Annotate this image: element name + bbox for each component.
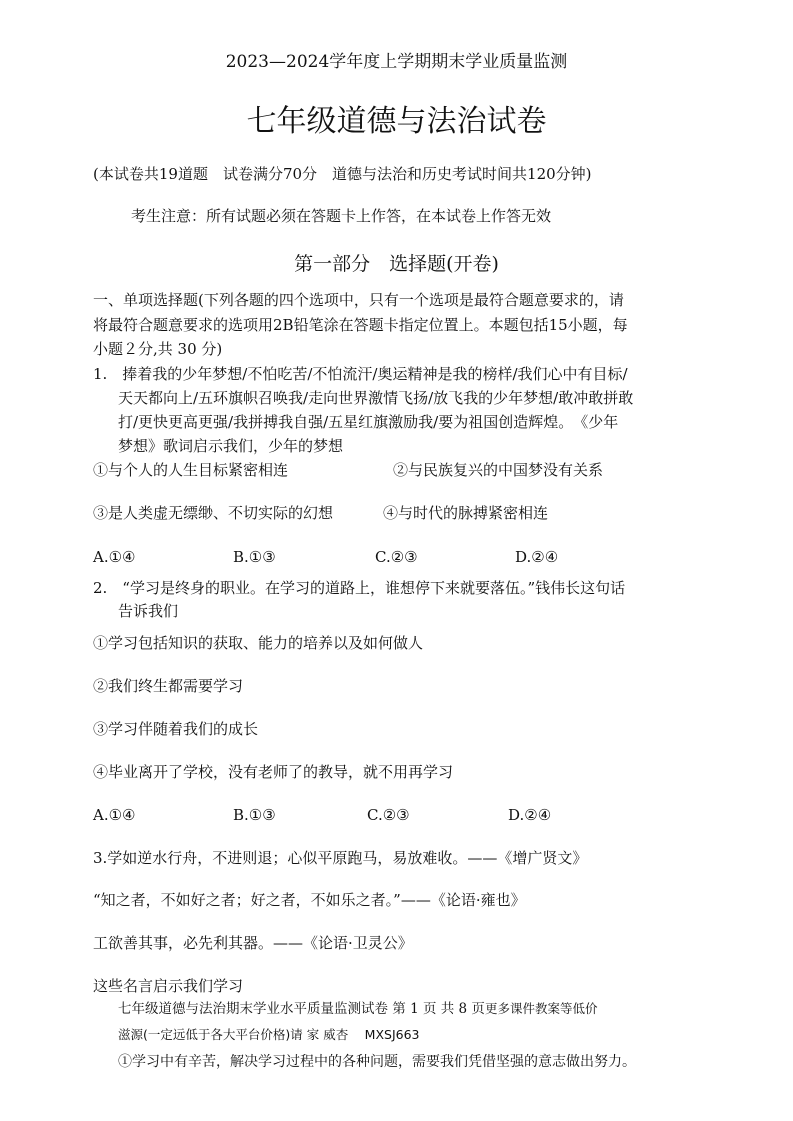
q1-stem-line-3: 打/更快更高更强/我拼搏我自强/五星红旗激励我/要为祖国创造辉煌。 《少年 [118, 413, 619, 431]
q2-stem-line-2: 告诉我们 [118, 602, 179, 620]
q1-stem-line-4: 梦想》歌词启示我们，少年的梦想 [118, 437, 344, 455]
instructions-line-1: 一、单项选择题(下列各题的四个选项中，只有一个选项是最符合题意要求的，请 [93, 291, 624, 309]
instructions-line-3: 小题２分,共 30 分) [93, 340, 223, 358]
q3-statement-1: ①学习中有辛苦，解决学习过程中的各种问题，需要我们凭借坚强的意志做出努力。 [118, 1054, 636, 1070]
q1-option-a: A.①④ [93, 548, 136, 566]
q2-stem-line-1: 2. “学习是终身的职业。在学习的道路上，谁想停下来就要落伍。”钱伟长这句话 [93, 579, 626, 597]
q3-prompt: 这些名言启示我们学习 [93, 977, 244, 995]
q2-statement-1: ①学习包括知识的获取、能力的培养以及如何做人 [93, 634, 424, 652]
q1-statement-1: ①与个人的人生目标紧密相连 [93, 461, 289, 479]
exam-notice: 考生注意：所有试题必须在答题卡上作答，在本试卷上作答无效 [131, 207, 552, 225]
q1-stem-line-2: 天天都向上/五环旗帜召唤我/走向世界激情飞扬/放飞我的少年梦想/敢冲敢拼敢 [118, 389, 634, 407]
q1-stem-line-1: 1. 捧着我的少年梦想/不怕吃苦/不怕流汗/奥运精神是我的榜样/我们心中有目标/ [93, 365, 628, 383]
page-footer [118, 999, 597, 1019]
q3-quote-2: “知之者，不如好之者；好之者，不如乐之者。”——《论语·雍也》 [93, 891, 526, 909]
q1-option-b: B.①③ [233, 548, 276, 566]
q2-option-d: D.②④ [508, 806, 552, 824]
ad-text-line-1: 更多课件教案等低价 [484, 1001, 598, 1016]
q3-quote-3: 工欲善其事，必先利其器。——《论语·卫灵公》 [93, 934, 413, 952]
q2-option-b: B.①③ [233, 806, 276, 824]
exam-title: 七年级道德与法治试卷 [246, 104, 547, 139]
q3-quote-1: 3.学如逆水行舟，不进则退；心似平原跑马，易放难收。——《增广贤文》 [93, 849, 588, 867]
q2-statement-2: ②我们终生都需要学习 [93, 677, 244, 695]
q2-statement-3: ③学习伴随着我们的成长 [93, 720, 259, 738]
section-title: 第一部分 选择题(开卷) [294, 253, 499, 275]
q2-statement-4: ④毕业离开了学校，没有老师了的教导，就不用再学习 [93, 763, 454, 781]
q2-option-a: A.①④ [93, 806, 136, 824]
instructions-line-2: 将最符合题意要求的选项用2B铅笔涂在答题卡指定位置上。本题包括15小题，每 [93, 316, 628, 334]
exam-info: (本试卷共19道题 试卷满分70分 道德与法治和历史考试时间共120分钟) [93, 165, 592, 183]
ad-text-line-2: 滋源(一定远低于各大平台价格)请 家 威杏 MXSJ663 [118, 1027, 420, 1042]
q1-option-c: C.②③ [375, 548, 418, 566]
exam-supertitle: 2023—2024学年度上学期期末学业质量监测 [225, 52, 568, 72]
q1-statement-2: ②与民族复兴的中国梦没有关系 [393, 461, 604, 479]
page-number-text: 七年级道德与法治期末学业水平质量监测试卷 第 1 页 共 8 页 [118, 1001, 485, 1017]
q1-option-d: D.②④ [515, 548, 559, 566]
q1-statement-3: ③是人类虚无缥缈、不切实际的幻想 [93, 504, 334, 522]
q2-option-c: C.②③ [367, 806, 410, 824]
q1-statement-4: ④与时代的脉搏紧密相连 [383, 504, 549, 522]
